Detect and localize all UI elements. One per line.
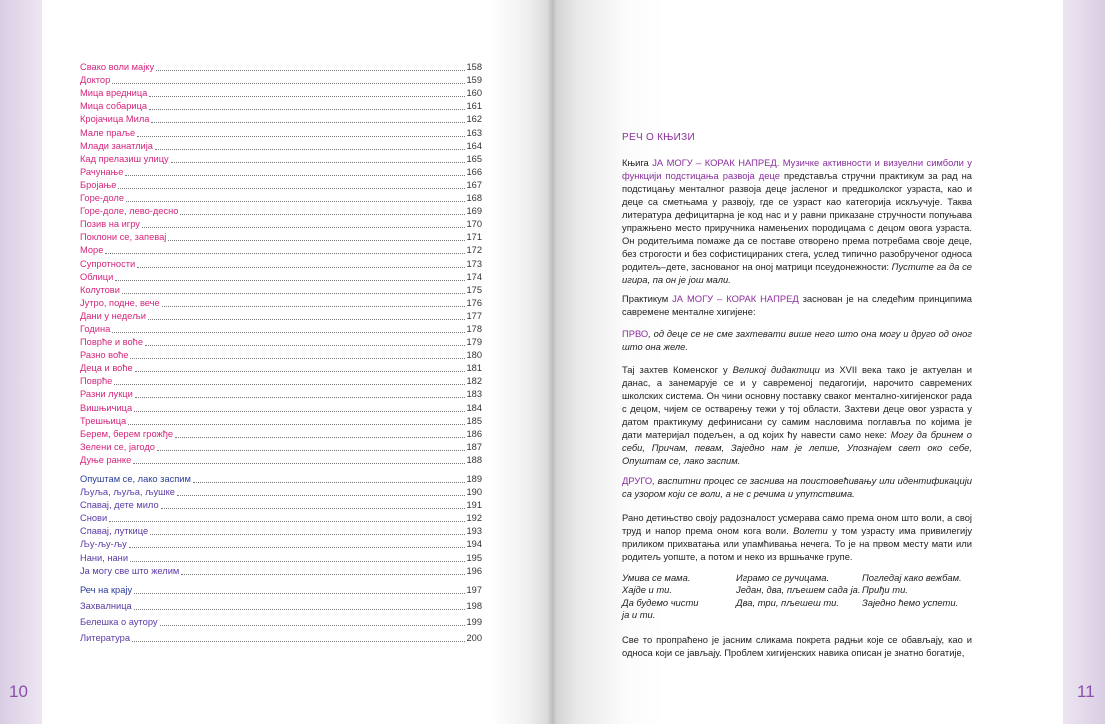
toc-dot-leader xyxy=(134,608,466,610)
paragraph-first xyxy=(622,327,972,353)
paragraph-principles xyxy=(622,292,972,318)
toc-entry-title: Нани, нани xyxy=(80,552,129,563)
toc-entry xyxy=(80,322,482,335)
toc-entry-title: Белешка о аутору xyxy=(80,616,158,627)
toc-entry-page: 162 xyxy=(466,114,482,125)
toc-entry xyxy=(80,152,482,165)
toc-entry-title: Разни лукци xyxy=(80,389,133,400)
toc-entry-title: Ја могу све што желим xyxy=(80,565,180,576)
toc-dot-leader xyxy=(128,423,465,425)
toc-entry xyxy=(80,86,482,99)
toc-entry-title: Љу-љу-љу xyxy=(80,539,127,550)
toc-dot-leader xyxy=(142,226,466,228)
toc-entry-page: 191 xyxy=(466,500,482,511)
toc-entry-title: Свако воли мајку xyxy=(80,62,155,73)
toc-entry-page: 197 xyxy=(466,584,482,595)
poem-line: Приђи ти. xyxy=(862,584,908,596)
toc-entry-page: 175 xyxy=(466,284,482,295)
poem-line: Заједно ћемо успети. xyxy=(862,596,959,608)
toc-entry-title: Спавај, дете мило xyxy=(80,500,159,511)
toc-entry-page: 159 xyxy=(466,75,482,86)
toc-entry-title: Позив на игру xyxy=(80,219,140,230)
toc-entry-page: 174 xyxy=(466,271,482,282)
toc-entry xyxy=(80,361,482,374)
toc-entry xyxy=(80,387,482,400)
toc-entry-title: Поклони се, запевај xyxy=(80,232,167,243)
toc-dot-leader xyxy=(134,410,465,412)
toc-entry-title: Трешњица xyxy=(80,415,127,426)
toc-entry-title: Опуштам се, лако заспим xyxy=(80,474,191,484)
toc-entry-page: 160 xyxy=(466,88,482,99)
toc-entry-page: 164 xyxy=(466,140,482,151)
toc-entry xyxy=(80,400,482,413)
toc-entry xyxy=(80,583,482,596)
toc-entry-title: Поврће и воће xyxy=(80,337,144,348)
toc-entry xyxy=(80,599,482,612)
toc-entry-page: 186 xyxy=(466,428,482,439)
toc-entry-page: 184 xyxy=(466,402,482,413)
poem-line: Играмо се ручицама. xyxy=(736,572,830,583)
toc-entry xyxy=(80,427,482,440)
toc-entry xyxy=(80,283,482,296)
toc-entry-page: 200 xyxy=(466,633,482,644)
right-page-number: 11 xyxy=(1077,682,1095,701)
poem-column-2 xyxy=(736,572,860,609)
toc-entry-title: Облици xyxy=(80,271,114,282)
toc-entry-page: 172 xyxy=(466,245,482,256)
toc-entry-title: Снови xyxy=(80,513,108,524)
section-heading: РЕЧ О КЊИЗИ xyxy=(622,132,695,143)
paragraph-comenius xyxy=(622,363,972,467)
toc-entry-title: Поврће xyxy=(80,376,113,387)
toc-dot-leader xyxy=(151,121,465,123)
toc-dot-leader xyxy=(168,239,465,241)
toc-entry xyxy=(80,204,482,217)
toc-entry-title: Јутро, подне, вече xyxy=(80,297,160,308)
toc-dot-leader xyxy=(115,279,465,281)
toc-entry-title: Разно воће xyxy=(80,350,129,361)
toc-entry-page: 178 xyxy=(466,323,482,334)
toc-dot-leader xyxy=(114,383,465,385)
toc-entry-page: 166 xyxy=(466,166,482,177)
toc-entry-page: 190 xyxy=(466,487,482,498)
p1-text-b: представља стручни практикум за рад на подстицању менталног развоја деце јасленог и предшколског узраста, као и деце са сметњама у развоју, где се узраст као категорија искључује. Таква литература дефицитарна је код нас и у равни приказане стручности попуњава упражњено место приручника намењених породицама с децом овога узраста. Он родитељима помаже да се поставе отворено према потребама своје деце, без строгости и без софистицираних стега, услед типично разобрученог односа родитељ–дете, заснованог на оној матрици псеудонежности: xyxy=(622,170,972,272)
toc-entry-page: 194 xyxy=(466,539,482,550)
p6-text-a: Рано детињство своју радозналост усмерава само према оном што воли, а свој труд и напор према оном кога воли. xyxy=(622,512,972,536)
toc-entry-title: Дани у недељи xyxy=(80,310,146,321)
toc-entry-title: Рачунање xyxy=(80,166,124,177)
p6-italic-love: Волети xyxy=(793,525,828,536)
toc-entry xyxy=(80,524,482,537)
toc-entry-title: Кројачица Мила xyxy=(80,114,150,125)
toc-entry xyxy=(80,296,482,309)
toc-dot-leader xyxy=(130,357,465,359)
toc-entry-page: 196 xyxy=(466,565,482,576)
book-gutter xyxy=(547,0,557,724)
toc-dot-leader xyxy=(125,174,465,176)
toc-dot-leader xyxy=(162,305,466,307)
toc-dot-leader xyxy=(193,481,466,483)
toc-dot-leader xyxy=(177,494,466,496)
p7-text: Све то пропраћено је јасним сликама покрета радњи које се обављају, као и односа који се јављају. Проблем хигијенских навика описан је знатно богатије, xyxy=(622,634,972,658)
toc-entry-page: 168 xyxy=(466,193,482,204)
toc-entry-page: 180 xyxy=(466,350,482,361)
toc-dot-leader xyxy=(160,624,466,626)
toc-dot-leader xyxy=(161,507,466,509)
toc-dot-leader xyxy=(156,69,465,71)
toc-entry xyxy=(80,615,482,628)
toc-entry xyxy=(80,550,482,563)
toc-entry-title: Кад прелазиш улицу xyxy=(80,153,169,164)
paragraph-childhood xyxy=(622,511,972,563)
toc-dot-leader xyxy=(135,396,466,398)
p1-text-a: Књига xyxy=(622,157,653,168)
toc-dot-leader xyxy=(137,135,465,137)
toc-entry-page: 179 xyxy=(466,337,482,348)
book-title-highlight: ЈА МОГУ – КОРАК НАПРЕД. Музичке активности и визуелни симболи у функцији подстицања развоја деце xyxy=(622,157,972,181)
p4-text-a: Тај захтев Коменског у xyxy=(622,364,733,375)
toc-entry-title: Деца и воће xyxy=(80,363,133,374)
toc-entry-title: Мале праље xyxy=(80,127,136,138)
toc-entry-title: Вишњичица xyxy=(80,402,133,413)
poem-column-3 xyxy=(862,572,962,609)
toc-entry xyxy=(80,125,482,138)
toc-dot-leader xyxy=(112,331,465,333)
toc-entry xyxy=(80,485,482,498)
toc-entry-title: Захвалница xyxy=(80,600,132,611)
toc-entry-page: 177 xyxy=(466,310,482,321)
toc-entry-page: 188 xyxy=(466,454,482,465)
toc-dot-leader xyxy=(134,592,465,594)
toc-entry-page: 195 xyxy=(466,552,482,563)
toc-entry-page: 169 xyxy=(466,206,482,217)
toc-dot-leader xyxy=(105,252,465,254)
toc-entry xyxy=(80,564,482,577)
first-label: ПРВО xyxy=(622,328,649,339)
toc-dot-leader xyxy=(126,200,465,202)
toc-entry-title: Супротности xyxy=(80,258,136,269)
toc-entry xyxy=(80,453,482,466)
toc-entry-page: 163 xyxy=(466,127,482,138)
toc-dot-leader xyxy=(133,462,465,464)
toc-entry xyxy=(80,256,482,269)
toc-entry-title: Мица вредница xyxy=(80,88,148,99)
toc-entry xyxy=(80,631,482,644)
poem-line: Два, три, пљешеш ти. xyxy=(736,596,839,608)
toc-entry-page: 171 xyxy=(466,232,482,243)
toc-entry xyxy=(80,99,482,112)
toc-entry xyxy=(80,165,482,178)
toc-dot-leader xyxy=(129,546,466,548)
toc-entry-page: 183 xyxy=(466,389,482,400)
toc-dot-leader xyxy=(109,520,465,522)
toc-entry xyxy=(80,374,482,387)
toc-entry-title: Љуља, љуља, љушке xyxy=(80,487,175,498)
p4-text-b: из XVII века тако је актуелан и данас, а занемарује се и у савременој педагогији, нарочито савремених школских система. Он чини основну поставку сваког ментално-хигијенског рада с децом, чијем се остварењу тежи у тој области. Захтеви деце овог узраста у датом практикуму дефинисани су самим насловима поглавља по којима је дати материјал подељен, а од којих ћу навести само неке: xyxy=(622,364,972,440)
toc-entry-page: 187 xyxy=(466,441,482,452)
toc-entry-page: 199 xyxy=(466,616,482,627)
toc-entry-page: 185 xyxy=(466,415,482,426)
poem-line: Умива се мама. xyxy=(622,572,691,583)
toc-entry xyxy=(80,230,482,243)
toc-entry-page: 182 xyxy=(466,376,482,387)
poem-column-1 xyxy=(622,572,699,622)
toc-entry xyxy=(80,60,482,73)
toc-dot-leader xyxy=(175,436,465,438)
toc-dot-leader xyxy=(157,449,466,451)
toc-dot-leader xyxy=(180,213,465,215)
p4-italic-chapters: Могу да бринем о себи, Причам, певам, Заједно нам је лепше, Упознајем свет око себе, Опуштам се, лако заспим. xyxy=(622,429,972,466)
table-of-contents xyxy=(80,60,482,644)
toc-dot-leader xyxy=(171,161,466,163)
p4-italic-didactics: Великој дидактици xyxy=(732,364,820,375)
toc-entry xyxy=(80,139,482,152)
p2-text-b: заснован је на следећим принципима савремене менталне хигијене: xyxy=(622,293,972,317)
toc-dot-leader xyxy=(112,82,465,84)
toc-entry-title: Дуње ранке xyxy=(80,454,132,465)
toc-entry xyxy=(80,73,482,86)
toc-entry-page: 198 xyxy=(466,600,482,611)
toc-entry xyxy=(80,472,482,485)
toc-entry-title: Година xyxy=(80,323,111,334)
toc-dot-leader xyxy=(118,187,465,189)
toc-dot-leader xyxy=(137,266,465,268)
paragraph-closing xyxy=(622,633,972,659)
toc-entry-title: Литература xyxy=(80,633,131,644)
toc-entry xyxy=(80,414,482,427)
toc-entry-title: Реч на крају xyxy=(80,584,133,595)
practicum-title-highlight: ЈА МОГУ – КОРАК НАПРЕД xyxy=(672,293,799,304)
toc-entry xyxy=(80,243,482,256)
toc-entry-title: Мица собарица xyxy=(80,101,148,112)
toc-entry-page: 192 xyxy=(466,513,482,524)
toc-entry-page: 193 xyxy=(466,526,482,537)
toc-entry-title: Колутови xyxy=(80,284,120,295)
toc-dot-leader xyxy=(135,370,466,372)
second-label: ДРУГО xyxy=(622,475,653,486)
toc-entry xyxy=(80,440,482,453)
toc-dot-leader xyxy=(132,640,465,642)
toc-entry xyxy=(80,178,482,191)
toc-dot-leader xyxy=(181,573,465,575)
toc-entry xyxy=(80,112,482,125)
toc-entry xyxy=(80,498,482,511)
poem-line: Погледај како вежбам. xyxy=(862,572,962,583)
poem-line: Један, два, пљешем сада ја. xyxy=(736,584,861,596)
toc-entry-title: Горе-доле, лево-десно xyxy=(80,206,179,217)
toc-dot-leader xyxy=(122,292,466,294)
toc-entry xyxy=(80,309,482,322)
toc-dot-leader xyxy=(148,318,466,320)
toc-entry-title: Море xyxy=(80,245,104,256)
toc-entry xyxy=(80,191,482,204)
first-principle-text: , од деце се не сме захтевати више него што она могу и друго од оног што она желе. xyxy=(622,328,972,352)
toc-entry-page: 176 xyxy=(466,297,482,308)
toc-dot-leader xyxy=(145,344,465,346)
toc-entry xyxy=(80,217,482,230)
poem-line: Хајде и ти. xyxy=(622,584,672,596)
toc-entry-page: 161 xyxy=(466,101,482,112)
p6-text-b: у том узрасту има привилегију приликом прихватања или упамћивања нечега. То је на првом месту мати или родитељ уопште, а потом и неко из вршњачке групе. xyxy=(622,525,973,562)
toc-entry-title: Спавај, луткице xyxy=(80,526,149,537)
toc-dot-leader xyxy=(149,108,465,110)
toc-entry xyxy=(80,348,482,361)
second-principle-text: , васпитни процес се заснива на поистовећивању или идентификацији са узором који се воли, а не с речима и упутствима. xyxy=(622,475,972,499)
toc-entry xyxy=(80,537,482,550)
toc-entry-title: Бројање xyxy=(80,179,117,190)
toc-entry-page: 181 xyxy=(466,363,482,374)
left-page-number: 10 xyxy=(9,682,28,701)
paragraph-second xyxy=(622,474,972,500)
toc-entry-title: Горе-доле xyxy=(80,193,125,204)
toc-dot-leader xyxy=(149,95,465,97)
p2-text-a: Практикум xyxy=(622,293,673,304)
toc-entry xyxy=(80,335,482,348)
toc-dot-leader xyxy=(155,148,466,150)
toc-entry-title: Берем, берем грожђе xyxy=(80,428,174,439)
toc-entry-title: Доктор xyxy=(80,75,111,86)
toc-entry-title: Млади занатлија xyxy=(80,140,153,151)
paragraph-intro xyxy=(622,156,972,286)
poem-line: ја и ти. xyxy=(622,609,656,621)
p1-italic-quote: Пустите га да се игира, па он је још мали. xyxy=(622,261,972,285)
toc-dot-leader xyxy=(150,533,465,535)
toc-entry-page: 158 xyxy=(466,62,482,73)
toc-dot-leader xyxy=(130,560,465,562)
toc-entry xyxy=(80,270,482,283)
toc-entry-page: 173 xyxy=(466,258,482,269)
toc-entry-title: Зелени се, јагодо xyxy=(80,441,155,452)
poem-line: Да будемо чисти xyxy=(622,596,699,608)
toc-entry-page: 189 xyxy=(466,474,482,484)
toc-entry-page: 170 xyxy=(466,219,482,230)
toc-entry-page: 165 xyxy=(466,153,482,164)
toc-entry-page: 167 xyxy=(466,179,482,190)
toc-entry xyxy=(80,511,482,524)
